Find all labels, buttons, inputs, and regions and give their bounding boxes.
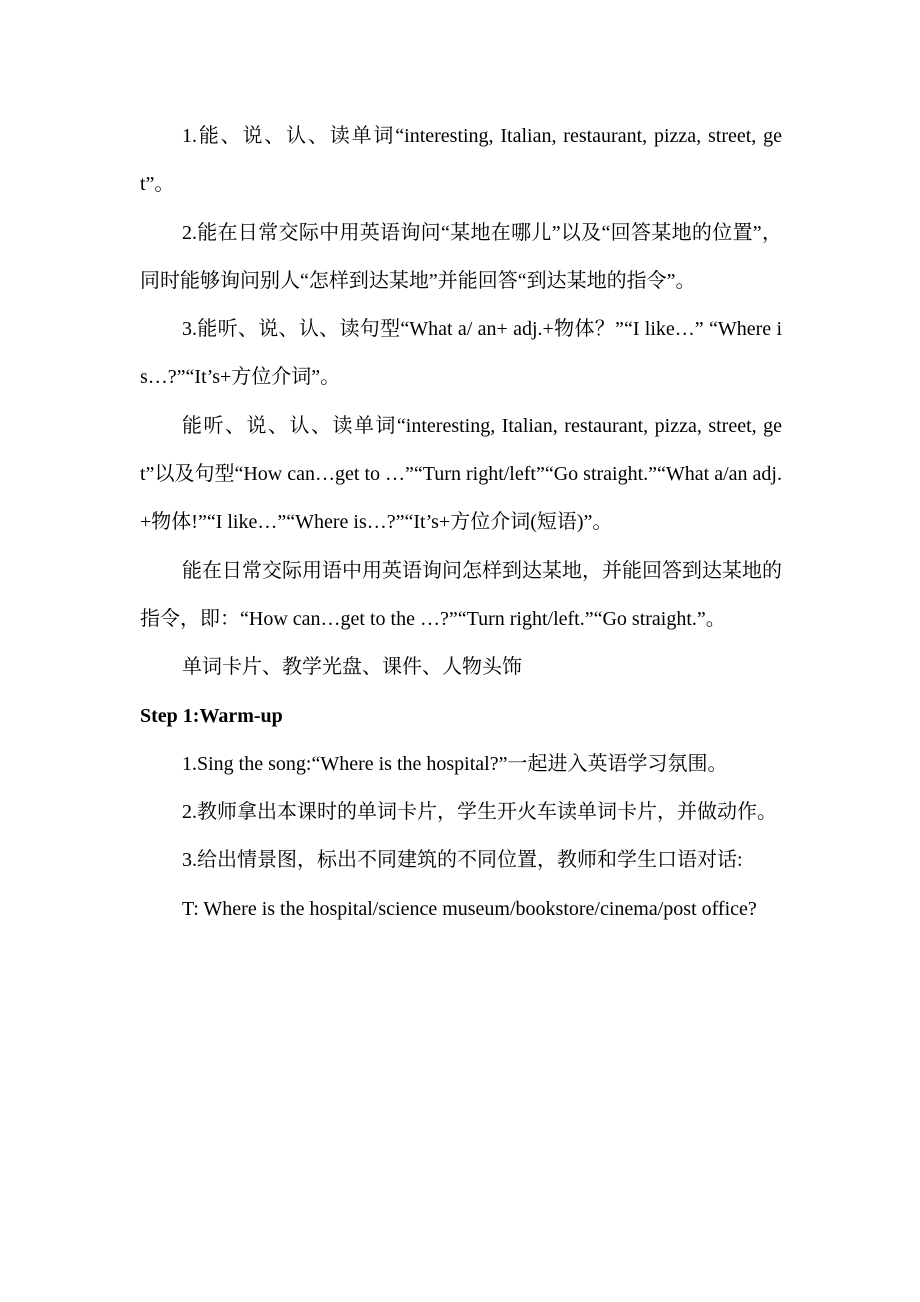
step-heading: Step 1:Warm-up: [140, 704, 283, 727]
key-points: 能听、说、认、读单词“interesting, Italian, restaurant, pizza, street, get”以及句型“How can…get to …”“Turn right/left”“Go straight.”“What a/an adj.+物体!”“I like…”“Where is…?”“It’s+方位介词(短语)”。: [140, 414, 782, 534]
document-page: [140, 112, 782, 933]
teacher-question: T: Where is the hospital/science museum/bookstore/cinema/post office?: [182, 897, 757, 920]
teaching-aids: 单词卡片、教学光盘、课件、人物头饰: [182, 656, 522, 679]
objective-2: 2.能在日常交际中用英语询问“某地在哪儿”以及“回答某地的位置”，同时能够询问别人“怎样到达某地”并能回答“到达某地的指令”。: [140, 221, 782, 292]
objective-1: 1.能、说、认、读单词“interesting, Italian, restaurant, pizza, street, get”。: [140, 125, 782, 196]
step-item-2: 2.教师拿出本课时的单词卡片，学生开火车读单词卡片，并做动作。: [182, 801, 777, 824]
step-item-3: 3.给出情景图，标出不同建筑的不同位置，教师和学生口语对话:: [182, 849, 743, 872]
step-item-1: 1.Sing the song:“Where is the hospital?”一起进入英语学习氛围。: [182, 752, 728, 775]
difficult-points: 能在日常交际用语中用英语询问怎样到达某地，并能回答到达某地的指令，即：“How can…get to the …?”“Turn right/left.”“Go straight.”。: [140, 559, 782, 630]
objective-3: 3.能听、说、认、读句型“What a/ an+ adj.+物体？”“I like…” “Where is…?”“It’s+方位介词”。: [140, 318, 782, 389]
